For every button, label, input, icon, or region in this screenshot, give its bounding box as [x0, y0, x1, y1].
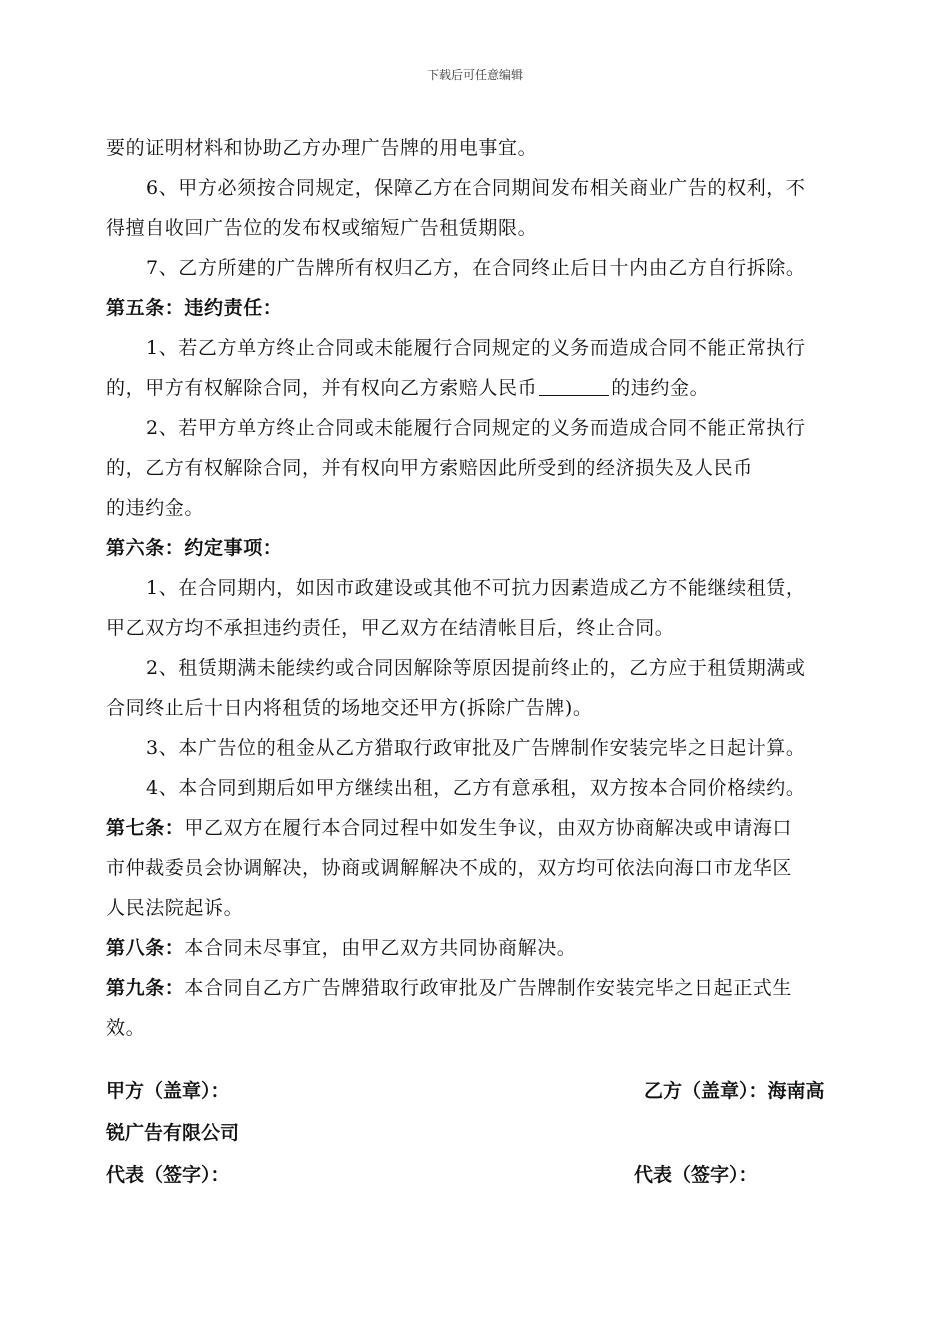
party-b-name-cont [106, 1113, 848, 1153]
party-a-representative: 代表（签字）： [106, 1164, 230, 1186]
article-5-item-2-cont: 的违约金。 [106, 497, 205, 519]
article-5-item-1: 1、若乙方单方终止合同或未能履行合同规定的义务而造成合同不能正常执行 [146, 337, 806, 359]
clause-6-line-cont: 得擅自收回广告位的发布权或缩短广告租赁期限。 [106, 217, 538, 239]
party-b-representative: 代表（签字）： [634, 1164, 758, 1186]
representative-row [106, 1155, 848, 1195]
article-9-text: 本合同自乙方广告牌猎取行政审批及广告牌制作安装完毕之日起正式生 [184, 977, 793, 999]
article-5-item-2-cont: 的，乙方有权解除合同，并有权向甲方索赔因此所受到的经济损失及人民币 [106, 457, 753, 479]
article-8-label: 第八条： [106, 937, 185, 959]
article-5-heading: 第五条：违约责任： [106, 297, 283, 319]
party-a-seal: 甲方（盖章）： [106, 1080, 230, 1102]
page-header-note: 下载后可任意编辑 [426, 68, 523, 82]
text-segment: 的，甲方有权解除合同，并有权向乙方索赔人民币 [106, 377, 538, 399]
party-b-seal: 乙方（盖章）：海南高 [644, 1080, 825, 1102]
article-9-label: 第九条： [106, 977, 185, 999]
article-6-item-4: 4、本合同到期后如甲方继续出租，乙方有意承租，双方按本合同价格续约。 [146, 777, 806, 799]
article-9-line [106, 968, 848, 1008]
clause-7-line: 7、乙方所建的广告牌所有权归乙方，在合同终止后日十内由乙方自行拆除。 [146, 257, 806, 279]
article-9-cont: 效。 [106, 1017, 146, 1039]
article-7-cont: 人民法院起诉。 [106, 897, 244, 919]
article-8-text: 本合同未尽事宜，由甲乙双方共同协商解决。 [184, 937, 577, 959]
article-6-item-1-cont: 甲乙双方均不承担违约责任，甲乙双方在结清帐目后，终止合同。 [106, 617, 675, 639]
article-8-line [106, 928, 848, 968]
article-7-label: 第七条： [106, 817, 185, 839]
article-6-item-2: 2、租赁期满未能续约或合同因解除等原因提前终止的，乙方应于租赁期满或 [146, 657, 806, 679]
article-7-cont: 市仲裁委员会协调解决，协商或调解解决不成的，双方均可依法向海口市龙华区 [106, 857, 793, 879]
article-5-item-2: 2、若甲方单方终止合同或未能履行合同规定的义务而造成合同不能正常执行 [146, 417, 806, 439]
article-6-item-3: 3、本广告位的租金从乙方猎取行政审批及广告牌制作安装完毕之日起计算。 [146, 737, 806, 759]
contract-body [106, 128, 848, 1048]
text-segment: 的违约金。 [611, 377, 710, 399]
article-6-item-2-cont: 合同终止后十日内将租赁的场地交还甲方(拆除广告牌)。 [106, 697, 593, 719]
paragraph-line: 要的证明材料和协助乙方办理广告牌的用电事宜。 [106, 137, 538, 159]
party-b-company: 锐广告有限公司 [106, 1122, 240, 1144]
clause-6-line: 6、甲方必须按合同规定，保障乙方在合同期间发布相关商业广告的权利，不 [146, 177, 806, 199]
article-5-item-1-cont [106, 368, 848, 408]
article-7-text: 甲乙双方在履行本合同过程中如发生争议，由双方协商解决或申请海口 [184, 817, 793, 839]
seal-row [106, 1071, 848, 1111]
amount-blank [539, 375, 609, 396]
article-6-item-1: 1、在合同期内，如因市政建设或其他不可抗力因素造成乙方不能继续租赁， [146, 577, 806, 599]
article-6-heading: 第六条：约定事项： [106, 537, 283, 559]
article-7-line [106, 808, 848, 848]
